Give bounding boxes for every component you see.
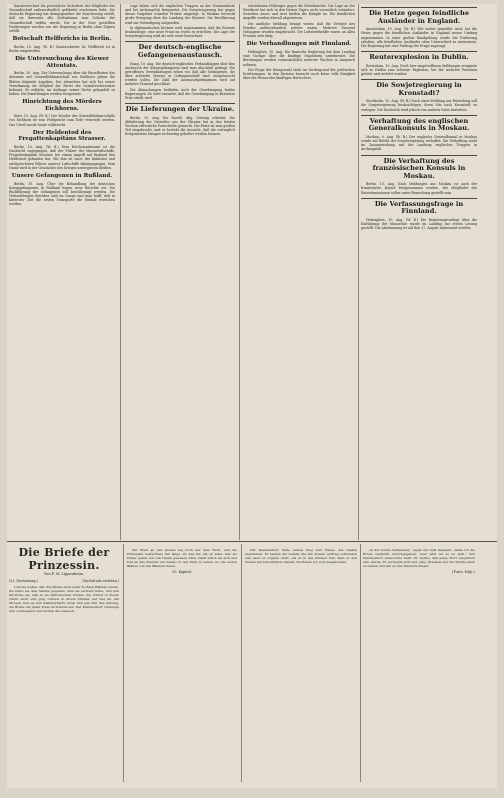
headline: Die Verhaftung des französischen Konsuls in Moskau. xyxy=(361,155,477,181)
article-text: Berlin, 10. Aug. (W. B.) Dem Reichsmarineamt ist die Nachricht zugegangen, daß der Führer der Marineluftschiffe, Fregattenkapitän Strasser, bei einem Angriff auf England den Heldentod gefunden hat. Mit ihm ist einer der kühnsten und erfolgreichsten Führer unserer Luftschiffe dahingegangen. Sein Name wird in der Geschichte des Krieges unvergessen bleiben. xyxy=(9,144,115,170)
article-text: Lage haben sich die englischen Truppen an der Murmanküste und bei Archangelsk festgesetzt. Die Sowjetregierung hat gegen dieses Vorgehen scharfen Protest eingelegt. In Moskau herrscht große Erregung über die Landung der Entente. Die Bevölkerung wird zur Verteidigung aufgerufen. xyxy=(125,4,235,25)
serial-column-3 xyxy=(245,548,357,786)
column-rule xyxy=(123,544,124,782)
article-text: Stockholm, 10. Aug. (W. B.) Nach einer Meldung aus Petersburg soll die Sowjetregierung beabsichtigen, ihren Sitz nach Kronstadt zu verlegen. Die Nachricht wird jedoch von anderer Seite bestritten. xyxy=(361,99,477,112)
newspaper-page xyxy=(7,4,497,788)
serial-column-4 xyxy=(363,548,475,786)
article-text: Amsterdam, 10. Aug. (W. B.) Wie weiter gemeldet wird, hat die Hetze gegen die feindlichen Ausländer in England neuen Umfang angenommen. In einer großen Kundgebung wurde die Forderung erhoben, alle feindlichen Ausländer ohne Unterschied zu internieren. Die Regierung hat eine Prüfung der Frage zugesagt. xyxy=(361,27,477,48)
article-text: Berlin, 10. Aug. (W. B.) Staatssekretär Dr. Helfferich ist in Berlin eingetroffen. xyxy=(9,44,115,53)
headline: Die Verhandlungen mit Finnland. xyxy=(246,41,352,48)
serial-text: „In der ersten Verfassung“, sagte der Graf langsam, „hätte ich die Briefe vielleicht zurückgegeben. Aber jetzt ist es zu spät.“ Der Kammerherr antwortete nicht. Er wußte, daß jedes Wort vergeblich sein würde. Er verneigte sich und ging. Draußen auf der Straße blieb er stehen und sah zu den Fenstern hinauf. xyxy=(363,548,475,569)
serial-author: Von F. W. Lippenheim. xyxy=(43,572,85,576)
article-text: Berlin, 10. Aug. Die Nordd. Allg. Zeitung schreibt: Die Ablieferung des Getreides aus der Ukraine hat in den letzten Wochen erfreuliche Fortschritte gemacht. Die Ernte ist zum großen Teil eingebracht, und es besteht die Aussicht, daß die vertraglich festgesetzten Mengen rechtzeitig geliefert werden können. xyxy=(125,115,235,137)
serial-text: Und sie wußte, daß ihre Briefe nicht mehr in ihren Händen waren. Sie hatte sie dem Manne gegeben, dem sie vertraut hatte, und nun fürchtete sie, daß er sie mißbrauchen könnte. Sie schlief in dieser Nacht nicht und ging ruhelos in ihrem Zimmer auf und ab. Am Morgen ließ sie den Kammerherrn rufen und gab ihm den Auftrag, die Briefe um jeden Preis zurückzuholen. Der Kammerherr verneigte sich schweigend und verließ das Gemach. xyxy=(9,584,119,613)
column-rule xyxy=(360,544,361,782)
serial-column-1 xyxy=(9,544,119,782)
serial-text: Der Brief an den Grafen lag noch auf dem Tisch, und die Prinzessin betrachtete ihn lange. Es war ihr, als ob alles, was sie bisher getan, nur ein Traum gewesen wäre. Dann erhob sie sich und trat an das Fenster, um hinaus in den Park zu sehen, wo die ersten Blätter von den Bäumen fielen. xyxy=(127,548,237,569)
column-2 xyxy=(125,4,235,540)
feuilleton-rule xyxy=(7,541,497,542)
feuilleton-section xyxy=(7,544,497,784)
article-text: Helsingfors, 10. Aug. Die finnische Regierung hat dem Landtag eine Vorlage über die künftige Staatsform unterbreitet. Die Beratungen werden voraussichtlich mehrere Wochen in Anspruch nehmen. xyxy=(243,50,355,67)
article-text: Die amtliche Meldung besagt weiter, daß die Verluste des Feindes außerordentlich schwer waren. Mehrere Tausend Gefangene wurden eingebracht. Die Luftstreitkräfte waren an allen Fronten sehr tätig. xyxy=(243,21,355,39)
headline: Unsere Gefangenen in Rußland. xyxy=(11,172,113,179)
article-text: Berlin, 10. Aug. Zur Untersuchung über die Einzelheiten des Attentats auf Generalfeldmarschall von Eichhorn geben die Blätter folgende Angaben. Der Attentäter hat sich bei seiner Vernehmung als Mitglied der Partei der Sozialrevolutionäre bekannt. Er erklärte, im Auftrage seiner Partei gehandelt zu haben. Die Ermittlungen werden fortgesetzt. xyxy=(9,71,115,96)
headline: Die Sowjetregierung in Kronstadt? xyxy=(361,79,477,97)
article-text: schriebenen Feldzuges gegen die Mittelmächte. Die Lage an der Westfront hat sich in den letzten Tagen nicht wesentlich verändert. Zwischen Ancre und Avre hielten die Kämpfe an. Die feindlichen Angriffe wurden überall abgewiesen. xyxy=(243,4,355,21)
headline: Botschaft Helfferichs in Berlin. xyxy=(12,36,112,43)
headline: Der Heldentod des Fregattenkapitäns Strasser. xyxy=(18,129,106,143)
serial-meta xyxy=(9,579,119,583)
article-text: Die Frage der Königswahl steht im Vordergrund der politischen Erörterungen. In den Parteien herrscht noch keine volle Einigkeit über die Person des künftigen Herrschers. xyxy=(243,67,355,81)
column-1 xyxy=(9,4,115,540)
serial-installment: (23. Fortsetzung.) xyxy=(9,578,38,583)
article-text: Haag, 10. Aug. Die deutsch-englischen Verhandlungen über den Austausch der Kriegsgefangenen sind zum Abschluß gelangt. Die getroffenen Vereinbarungen sehen vor, daß alle Gefangenen, die über achtzehn Monate in Gefangenschaft sind, ausgetauscht werden sollen. Die Zahl der Austauschgefangenen wird auf mehrere Tausend geschätzt. xyxy=(125,61,235,87)
reprint-notice: (Nachdruck verboten.) xyxy=(82,578,119,583)
article-text: Die Abmachungen bedürfen noch der Genehmigung beider Regierungen. Es wird erwartet, daß die Genehmigung in kürzester Frist erteilt wird. xyxy=(125,87,235,101)
article-text: Kiew, 10. Aug. (W. B.) Der Mörder des Generalfeldmarschalls von Eichhorn ist vom Feldgericht zum Tode verurteilt worden. Das Urteil wurde heute vollstreckt. xyxy=(9,114,115,127)
headline: Reuterexplosion in Dublin. xyxy=(361,51,477,62)
headline: Verhaftung des englischen Generalkonsuls in Moskau. xyxy=(361,115,477,133)
serial-signoff: (Forts. folgt.) xyxy=(452,570,475,575)
headline: Die Untersuchung des Kiewer Attentats. xyxy=(15,56,109,69)
article-text: In diplomatischen Kreisen wird angenommen, daß die Entente beabsichtige, eine neue Front im Osten zu errichten. Die Lage der Sowjetregierung wird als sehr ernst bezeichnet. xyxy=(125,25,235,39)
article-text: Kanzlerwechsel die persönliche Sicherheit der Mitglieder der Gesandtschaft außerordentlich gefährdet erscheinen ließe. Die deutsche Regierung hat demgegenüber die Zusicherung erteilt, daß sie ihrerseits alle Maßnahmen zum Schutze der Gesandtschaft treffen werde. Die in der Note gestellten Forderungen wurden von der Regierung in Berlin ohne Zögern erfüllt. xyxy=(9,4,115,33)
article-text: Moskau, 9. Aug. (W. B.) Der englische Generalkonsul in Moskau wurde auf Befehl der Sowjetregierung verhaftet. Die Verhaftung steht im Zusammenhang mit der Landung englischer Truppen in Archangelsk. xyxy=(361,134,477,152)
column-4 xyxy=(361,4,477,540)
headline: Die Lieferungen der Ukraine. xyxy=(125,105,235,114)
headline: Hinrichtung des Mörders Eichhorns. xyxy=(22,99,102,112)
serial-column-2 xyxy=(127,548,237,786)
column-rule xyxy=(358,4,359,540)
column-rule xyxy=(239,4,240,540)
article-text: Berlin, 10. Aug. Nach Meldungen aus Moskau ist auch der französische Konsul festgenommen worden. Die Mitglieder der Ententemissionen sollen unter Bewachung gestellt sein. xyxy=(361,182,477,195)
column-rule xyxy=(120,4,121,540)
column-rule xyxy=(241,544,242,782)
serial-title: Die Briefe der Prinzessin. xyxy=(18,546,110,572)
serial-text: Der Kammerherr hatte seinen Weg zum Hause des Grafen angetreten. Er kannte die Gefahr, die mit diesem Auftrag verbunden war, aber er zögerte nicht. Als er in das Zimmer trat, fand er den Grafen am Schreibtisch sitzend, die Briefe vor sich ausgebreitet. xyxy=(245,548,357,565)
chapter-heading: 20. Kapitel. xyxy=(172,570,192,575)
headline: Die Hetze gegen feindliche Ausländer in England. xyxy=(361,7,477,25)
article-text: Rotterdam, 10. Aug. Nach hier eingetroffenen Meldungen ereignete sich in Dublin eine schwere Explosion, bei der mehrere Personen getötet und verletzt wurden. xyxy=(361,63,477,76)
headline: Die Verfassungsfrage in Finnland. xyxy=(361,198,477,216)
column-3 xyxy=(243,4,355,540)
article-text: Berlin, 10. Aug. Über die Behandlung der deutschen Kriegsgefangenen in Rußland liegen neue Berichte vor. Die Rückführung der Gefangenen soll beschleunigt werden. Die Verhandlungen hierüber sind im Gange und man hofft, daß in kürzester Zeit die ersten Transporte die Heimat erreichen werden. xyxy=(9,181,115,207)
article-text: Helsingfors, 10. Aug. (W. B.) Die Regierungsvorlage über die Einführung der Monarchie wurde im Landtag zur ersten Lesung gestellt. Die Abstimmung ist auf den 27. August anberaumt worden. xyxy=(361,217,477,231)
headline: Der deutsch-englische Gefangenenaustausch. xyxy=(125,41,235,59)
